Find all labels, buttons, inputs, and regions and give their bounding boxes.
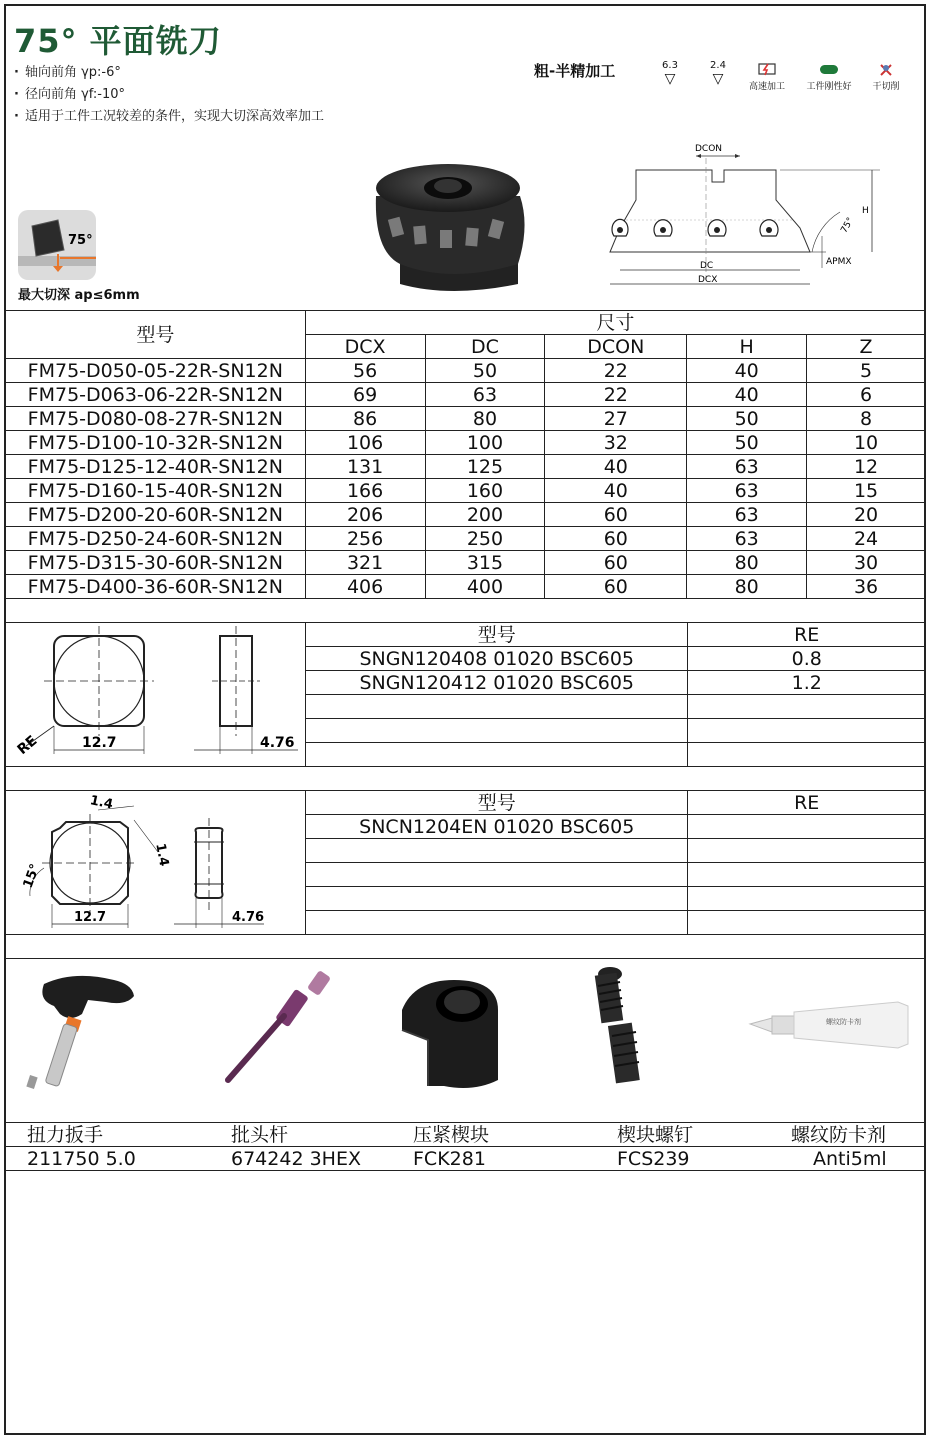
value-cell: 30 <box>807 551 926 575</box>
insert-model-cell <box>306 911 688 935</box>
label-dcx: DCX <box>698 275 718 285</box>
insert-sncn-drawing <box>8 792 304 932</box>
insert-row <box>306 743 926 767</box>
value-cell: 56 <box>305 359 425 383</box>
insert-sngn-drawing <box>8 626 304 762</box>
insert-row <box>306 695 926 719</box>
insert-re-cell <box>688 863 926 887</box>
value-cell: 69 <box>305 383 425 407</box>
insert-row <box>306 911 926 935</box>
value-cell: 63 <box>425 383 545 407</box>
insert-angle-icon <box>18 210 96 280</box>
value-cell: 80 <box>687 551 807 575</box>
value-cell: 321 <box>305 551 425 575</box>
value-cell: 200 <box>425 503 545 527</box>
value-cell: 40 <box>687 359 807 383</box>
clamping-wedge-image <box>394 970 504 1094</box>
value-cell: 60 <box>545 527 687 551</box>
value-cell: 36 <box>807 575 926 599</box>
roughness-symbol-2 <box>700 60 736 85</box>
model-cell: FM75-D250-24-60R-SN12N <box>6 527 306 551</box>
insert-row <box>306 839 926 863</box>
label-apmx: APMX <box>826 257 852 267</box>
value-cell: 63 <box>687 455 807 479</box>
anti-seize-tube-image <box>748 994 910 1054</box>
insert-model-cell: SNGN120412 01020 BSC605 <box>306 671 688 695</box>
spec-row <box>6 551 926 575</box>
insert-row <box>306 719 926 743</box>
value-cell: 12 <box>807 455 926 479</box>
torque-wrench-image <box>14 966 144 1094</box>
label-dc: DC <box>700 261 714 271</box>
lead-angle-badge <box>18 210 96 280</box>
insert-model-cell: SNGN120408 01020 BSC605 <box>306 647 688 671</box>
value-cell: 40 <box>545 479 687 503</box>
roughness-value-2: 2.4 <box>710 60 726 71</box>
value-cell: 160 <box>425 479 545 503</box>
accessory-name: 螺纹防卡剂 <box>791 1123 926 1147</box>
value-cell: 400 <box>425 575 545 599</box>
accessory-name: 压紧楔块 <box>391 1123 595 1147</box>
label-width-12-7: 12.7 <box>82 735 117 751</box>
insert-re-header: RE <box>688 623 926 647</box>
value-cell: 50 <box>687 407 807 431</box>
wedge-screw-image <box>590 964 660 1090</box>
spec-row <box>6 359 926 383</box>
feature-label: 高速加工 <box>748 82 785 92</box>
insert-row <box>306 863 926 887</box>
insert-re-cell <box>688 911 926 935</box>
insert-model-cell <box>306 695 688 719</box>
insert-re-cell <box>688 839 926 863</box>
accessory-code: 211750 5.0 <box>5 1147 209 1171</box>
value-cell: 315 <box>425 551 545 575</box>
insert-model-cell <box>306 887 688 911</box>
insert-model-cell: SNCN1204EN 01020 BSC605 <box>306 815 688 839</box>
value-cell: 80 <box>687 575 807 599</box>
spec-row <box>6 383 926 407</box>
value-cell: 80 <box>425 407 545 431</box>
accessory-code-row <box>5 1147 926 1171</box>
value-cell: 40 <box>545 455 687 479</box>
value-cell: 166 <box>305 479 425 503</box>
label-width-12-7: 12.7 <box>74 910 107 925</box>
value-cell: 131 <box>305 455 425 479</box>
spec-row <box>6 431 926 455</box>
cutter-dimension-drawing <box>600 140 900 290</box>
feature-label: 干切削 <box>872 82 900 92</box>
bullet-application: · 适用于工件工况较差的条件，实现大切深高效率加工 <box>14 106 324 128</box>
machining-type-label: 粗-半精加工 <box>534 62 616 80</box>
value-cell: 60 <box>545 551 687 575</box>
value-cell: 63 <box>687 479 807 503</box>
bullet-axial-rake: · 轴向前角 γp:-6° <box>14 62 324 84</box>
value-cell: 60 <box>545 575 687 599</box>
spec-row <box>6 479 926 503</box>
label-re: RE <box>14 732 41 759</box>
spec-row <box>6 455 926 479</box>
value-cell: 27 <box>545 407 687 431</box>
value-cell: 250 <box>425 527 545 551</box>
value-cell: 50 <box>425 359 545 383</box>
value-cell: 22 <box>545 359 687 383</box>
spec-row <box>6 527 926 551</box>
label-chamfer-top: 1.4 <box>88 793 115 813</box>
insert-model-cell <box>306 863 688 887</box>
model-cell: FM75-D063-06-22R-SN12N <box>6 383 306 407</box>
column-header: DCON <box>545 335 687 359</box>
column-header: DCX <box>305 335 425 359</box>
section-divider <box>5 766 926 767</box>
bullet-radial-rake: · 径向前角 γf:-10° <box>14 84 324 106</box>
feature-bullets <box>14 62 324 128</box>
section-divider <box>5 934 926 935</box>
insert-model-header: 型号 <box>306 791 688 815</box>
insert-re-cell: 1.2 <box>688 671 926 695</box>
accessory-name: 扭力扳手 <box>5 1123 209 1147</box>
insert-re-cell <box>688 815 926 839</box>
value-cell: 256 <box>305 527 425 551</box>
column-header: DC <box>425 335 545 359</box>
column-header: H <box>687 335 807 359</box>
accessory-code: 674242 3HEX <box>209 1147 391 1171</box>
feature-rigidity <box>798 62 860 92</box>
insert-row <box>306 647 926 671</box>
feature-label: 工件刚性好 <box>806 82 852 92</box>
value-cell: 32 <box>545 431 687 455</box>
roughness-value-1: 6.3 <box>662 60 678 71</box>
feature-dry-cut <box>855 62 917 92</box>
model-cell: FM75-D125-12-40R-SN12N <box>6 455 306 479</box>
insert-model-header: 型号 <box>306 623 688 647</box>
label-chamfer-side: 1.4 <box>152 842 172 868</box>
insert-row <box>306 815 926 839</box>
insert-sncn-table <box>305 790 926 935</box>
value-cell: 15 <box>807 479 926 503</box>
value-cell: 50 <box>687 431 807 455</box>
value-cell: 60 <box>545 503 687 527</box>
value-cell: 8 <box>807 407 926 431</box>
value-cell: 10 <box>807 431 926 455</box>
label-dcon: DCON <box>695 144 723 154</box>
insert-model-cell <box>306 839 688 863</box>
value-cell: 125 <box>425 455 545 479</box>
accessory-name: 批头杆 <box>209 1123 391 1147</box>
value-cell: 106 <box>305 431 425 455</box>
model-cell: FM75-D400-36-60R-SN12N <box>6 575 306 599</box>
model-header: 型号 <box>6 311 306 359</box>
insert-re-cell <box>688 743 926 767</box>
max-depth-label: 最大切深 ap≤6mm <box>18 288 140 303</box>
value-cell: 24 <box>807 527 926 551</box>
roughness-triangle-icon: ▽ <box>664 71 676 87</box>
model-cell: FM75-D160-15-40R-SN12N <box>6 479 306 503</box>
insert-model-cell <box>306 719 688 743</box>
face-mill-cutter-image <box>370 156 530 296</box>
section-divider <box>5 958 926 959</box>
value-cell: 206 <box>305 503 425 527</box>
insert-model-cell <box>306 743 688 767</box>
model-cell: FM75-D200-20-60R-SN12N <box>6 503 306 527</box>
dry-cut-icon <box>877 62 895 76</box>
value-cell: 6 <box>807 383 926 407</box>
value-cell: 86 <box>305 407 425 431</box>
insert-re-cell <box>688 695 926 719</box>
insert-row <box>306 671 926 695</box>
model-cell: FM75-D100-10-32R-SN12N <box>6 431 306 455</box>
accessory-code: FCS239 <box>595 1147 791 1171</box>
accessory-name: 楔块螺钉 <box>595 1123 791 1147</box>
value-cell: 22 <box>545 383 687 407</box>
value-cell: 20 <box>807 503 926 527</box>
model-cell: FM75-D050-05-22R-SN12N <box>6 359 306 383</box>
insert-re-cell: 0.8 <box>688 647 926 671</box>
label-h: H <box>862 206 869 216</box>
spec-row <box>6 407 926 431</box>
page-title: 75° 平面铣刀 <box>14 22 222 60</box>
value-cell: 5 <box>807 359 926 383</box>
tube-label-text: 螺纹防卡剂 <box>826 1018 861 1026</box>
label-angle-15: 15° <box>20 862 44 891</box>
insert-re-cell <box>688 887 926 911</box>
insert-re-cell <box>688 719 926 743</box>
badge-angle-text: 75° <box>68 233 93 248</box>
value-cell: 40 <box>687 383 807 407</box>
spec-row <box>6 575 926 599</box>
insert-re-header: RE <box>688 791 926 815</box>
roughness-triangle-icon: ▽ <box>712 71 724 87</box>
spec-table <box>5 310 926 623</box>
label-angle-75: 75° <box>839 216 857 235</box>
label-thickness-4-76: 4.76 <box>232 910 265 925</box>
rigidity-icon <box>818 62 840 76</box>
size-header: 尺寸 <box>305 311 925 335</box>
label-thickness-4-76: 4.76 <box>260 735 295 751</box>
value-cell: 100 <box>425 431 545 455</box>
model-cell: FM75-D080-08-27R-SN12N <box>6 407 306 431</box>
accessory-code: Anti5ml <box>791 1147 926 1171</box>
column-header: Z <box>807 335 926 359</box>
model-cell: FM75-D315-30-60R-SN12N <box>6 551 306 575</box>
insert-row <box>306 887 926 911</box>
value-cell: 406 <box>305 575 425 599</box>
insert-sngn-table <box>305 622 926 767</box>
high-speed-icon <box>758 62 776 76</box>
spec-row <box>6 503 926 527</box>
feature-high-speed <box>736 62 798 92</box>
bit-holder-image <box>214 970 334 1088</box>
spacer-row <box>6 599 926 623</box>
value-cell: 63 <box>687 527 807 551</box>
accessories-table <box>5 1122 926 1171</box>
accessory-code: FCK281 <box>391 1147 595 1171</box>
roughness-symbol-1 <box>652 60 688 85</box>
value-cell: 63 <box>687 503 807 527</box>
accessory-name-row <box>5 1123 926 1147</box>
